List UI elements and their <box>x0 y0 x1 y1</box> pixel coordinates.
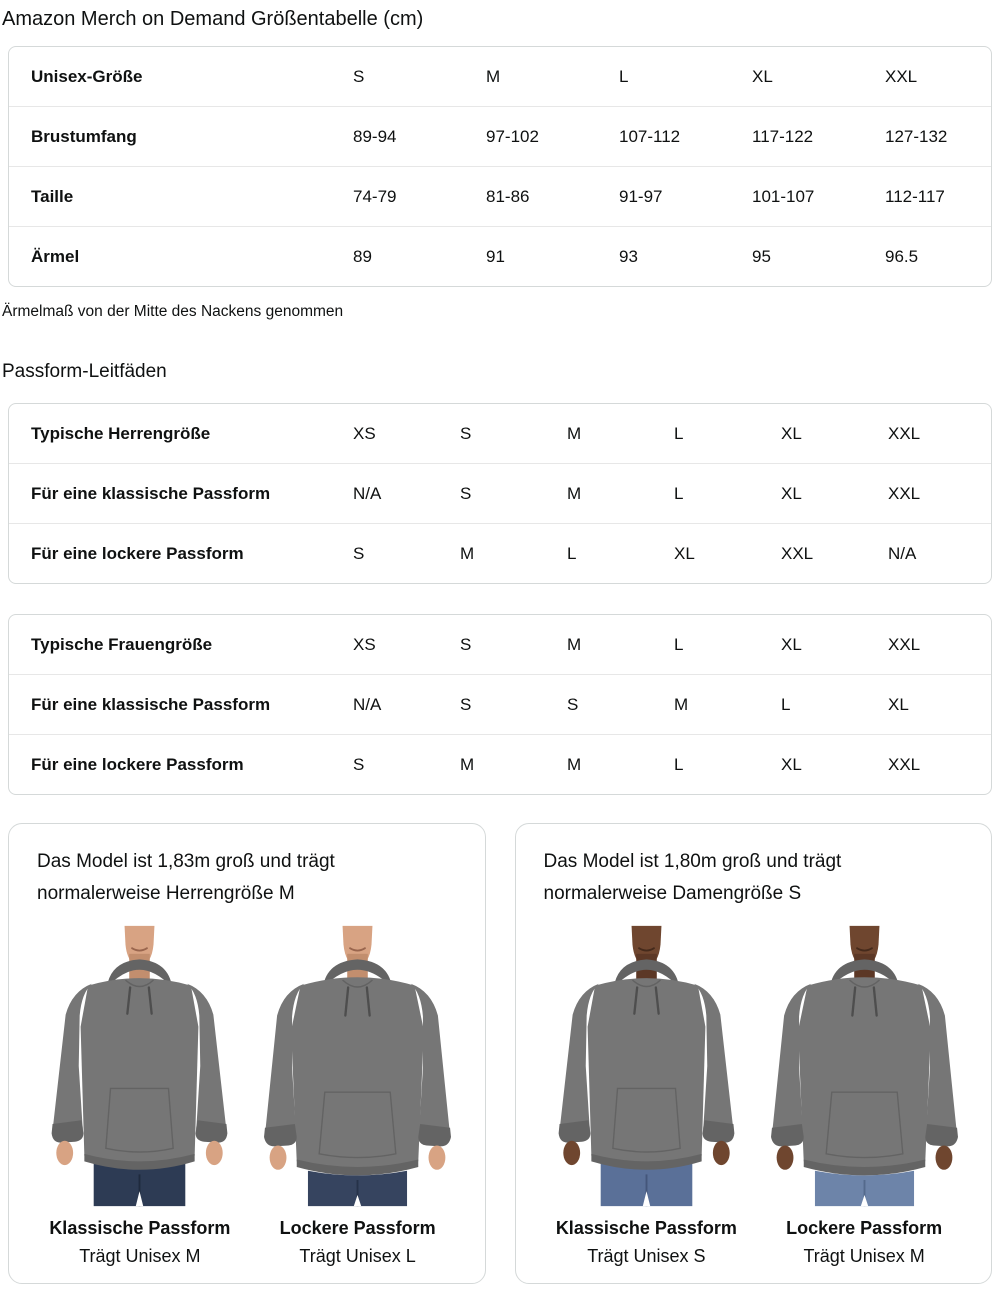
row-label: Für eine klassische Passform <box>9 463 353 523</box>
size-cell: M <box>460 523 567 583</box>
row-label: Brustumfang <box>9 106 353 166</box>
size-cell: 95 <box>752 226 885 286</box>
male-model-classic-fit-photo <box>32 922 247 1210</box>
size-cell: XXL <box>888 463 991 523</box>
size-cell: XL <box>781 734 888 794</box>
size-cell: S <box>567 674 674 734</box>
size-cell: L <box>674 463 781 523</box>
size-cell: 97-102 <box>486 106 619 166</box>
female-model-loose-fit-photo <box>757 922 972 1210</box>
size-cell: L <box>674 734 781 794</box>
model-panels <box>8 823 992 1284</box>
size-cell: 127-132 <box>885 106 991 166</box>
size-col-header: L <box>619 67 629 86</box>
size-cell: 91-97 <box>619 166 752 226</box>
table-row <box>9 615 991 674</box>
men-model-panel <box>8 823 486 1284</box>
row-label: Typische Frauengröße <box>31 635 213 654</box>
sleeve-measure-note: Ärmelmaß von der Mitte des Nackens genommen <box>2 303 344 320</box>
figure-caption-sub: Trägt Unisex M <box>803 1246 925 1266</box>
size-cell: XXL <box>888 635 921 654</box>
size-cell: M <box>567 463 674 523</box>
size-cell: 101-107 <box>752 166 885 226</box>
size-cell: XL <box>888 674 991 734</box>
men-figures <box>31 922 467 1267</box>
women-loose-fit-figure <box>755 922 973 1267</box>
women-figures <box>538 922 974 1267</box>
size-cell: XL <box>674 523 781 583</box>
size-cell: XXL <box>781 523 888 583</box>
row-label: Für eine lockere Passform <box>9 523 353 583</box>
size-cell: L <box>567 523 674 583</box>
size-cell: S <box>353 734 460 794</box>
unisex-size-table <box>8 46 992 287</box>
size-cell: N/A <box>353 463 460 523</box>
size-col-header: XXL <box>885 67 918 86</box>
size-cell: S <box>460 463 567 523</box>
women-classic-fit-figure <box>538 922 756 1267</box>
men-fit-guide-table <box>8 403 992 584</box>
table-header-row <box>9 47 991 106</box>
size-cell: N/A <box>888 523 991 583</box>
size-cell: M <box>460 734 567 794</box>
fit-guides-heading: Passform-Leitfäden <box>2 361 167 382</box>
figure-caption-title: Klassische Passform <box>555 1218 737 1238</box>
table-row <box>9 166 991 226</box>
size-cell: XXL <box>888 424 921 443</box>
women-model-panel <box>515 823 993 1284</box>
size-cell: S <box>460 635 472 654</box>
female-model-classic-fit-photo <box>539 922 754 1210</box>
size-cell: L <box>674 635 684 654</box>
figure-caption-title: Lockere Passform <box>786 1218 943 1238</box>
men-loose-fit-figure <box>249 922 467 1267</box>
size-col-header: M <box>486 67 501 86</box>
size-cell: 93 <box>619 226 752 286</box>
page-title: Amazon Merch on Demand Größentabelle (cm) <box>2 8 424 30</box>
size-cell: M <box>674 674 781 734</box>
women-model-description: Das Model ist 1,80m groß und trägt normalerweise Damengröße S <box>543 851 842 904</box>
table-row <box>9 674 991 734</box>
size-cell: 74-79 <box>353 166 486 226</box>
table-row <box>9 463 991 523</box>
table-row <box>9 734 991 794</box>
size-cell: 89 <box>353 226 486 286</box>
women-fit-guide-table <box>8 614 992 795</box>
size-cell: S <box>353 523 460 583</box>
row-label: Typische Herrengröße <box>31 424 211 443</box>
row-label: Taille <box>9 166 353 226</box>
size-cell: 89-94 <box>353 106 486 166</box>
row-label: Für eine lockere Passform <box>9 734 353 794</box>
size-cell: 117-122 <box>752 106 885 166</box>
size-cell: XL <box>781 635 802 654</box>
size-cell: 107-112 <box>619 106 752 166</box>
size-cell: XXL <box>888 734 991 794</box>
unisex-size-label: Unisex-Größe <box>31 67 143 86</box>
size-cell: 91 <box>486 226 619 286</box>
figure-caption-title: Klassische Passform <box>49 1218 231 1238</box>
size-cell: M <box>567 734 674 794</box>
figure-caption-title: Lockere Passform <box>279 1218 436 1238</box>
figure-caption-sub: Trägt Unisex M <box>79 1246 201 1266</box>
figure-caption-sub: Trägt Unisex S <box>587 1246 706 1266</box>
size-cell: XL <box>781 424 802 443</box>
table-row <box>9 226 991 286</box>
size-cell: M <box>567 424 582 443</box>
row-label: Ärmel <box>9 226 353 286</box>
figure-caption-sub: Trägt Unisex L <box>299 1246 416 1266</box>
male-model-loose-fit-photo <box>250 922 465 1210</box>
table-row <box>9 404 991 463</box>
size-cell: 96.5 <box>885 226 991 286</box>
size-cell: N/A <box>353 674 460 734</box>
table-row <box>9 106 991 166</box>
table-row <box>9 523 991 583</box>
size-cell: L <box>674 424 684 443</box>
men-model-description: Das Model ist 1,83m groß und trägt normalerweise Herrengröße M <box>37 851 335 904</box>
size-col-header: S <box>353 67 365 86</box>
size-cell: 81-86 <box>486 166 619 226</box>
size-cell: L <box>781 674 888 734</box>
men-classic-fit-figure <box>31 922 249 1267</box>
size-col-header: XL <box>752 67 773 86</box>
size-cell: XL <box>781 463 888 523</box>
size-cell: 112-117 <box>885 166 991 226</box>
size-cell: M <box>567 635 582 654</box>
size-cell: S <box>460 674 567 734</box>
size-cell: XS <box>353 424 376 443</box>
size-cell: S <box>460 424 472 443</box>
row-label: Für eine klassische Passform <box>9 674 353 734</box>
size-cell: XS <box>353 635 376 654</box>
